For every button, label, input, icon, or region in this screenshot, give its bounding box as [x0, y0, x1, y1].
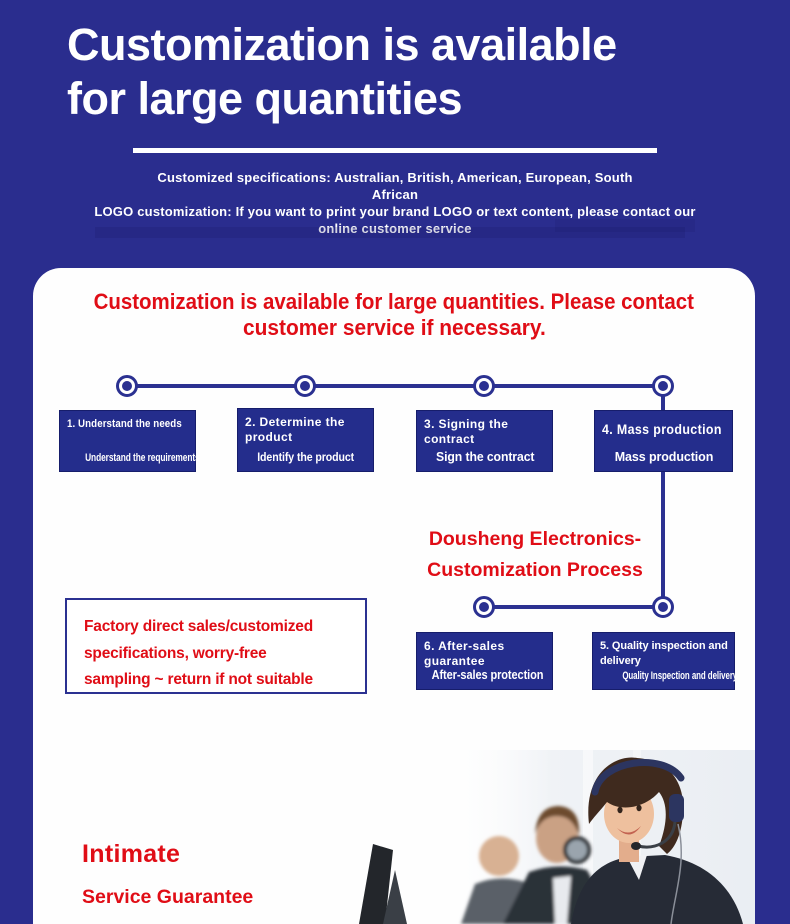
step-title: 3. Signing the contract	[424, 417, 509, 446]
step-title: 6. After-sales guarantee	[424, 639, 505, 668]
hero-divider	[133, 148, 657, 153]
step-box-6	[416, 632, 553, 690]
headset-earpiece	[669, 794, 684, 822]
hero-spec-text	[0, 169, 790, 203]
flow-line-bottom	[484, 605, 663, 609]
step-title: 1. Understand the needs	[67, 418, 182, 430]
step-box-2	[237, 408, 374, 472]
step-subtitle: Identify the product	[257, 452, 355, 464]
step-box-1	[59, 410, 200, 472]
flow-node-6	[473, 596, 495, 618]
process-label	[385, 524, 685, 586]
step-subtitle: Mass production	[614, 450, 714, 464]
headset-mic-tip	[631, 842, 641, 850]
customer-service-photo	[333, 750, 755, 924]
hero-title-line-1: Customization is available	[67, 19, 617, 70]
card-heading-line-2: customer service if necessary.	[242, 315, 546, 340]
step-subtitle: Quality Inspection and delivery	[622, 670, 738, 682]
process-label-line-1: Dousheng Electronics-	[428, 528, 642, 550]
service-title: Intimate	[82, 840, 181, 868]
step-box-4	[594, 410, 733, 472]
service-subtitle: Service Guarantee	[82, 886, 254, 908]
step-subtitle: After-sales protection	[431, 668, 544, 682]
flow-node-5	[652, 596, 674, 618]
hero-title	[67, 18, 767, 126]
promo-text	[84, 614, 365, 694]
step-subtitle: Sign the contract	[435, 450, 535, 464]
hero-title-line-2: for large quantities	[67, 73, 463, 124]
flow-node-3	[473, 375, 495, 397]
promo-line-2: specifications, worry-free	[84, 644, 267, 662]
promo-line-3: sampling ~ return if not suitable	[84, 671, 313, 688]
step-box-5	[592, 632, 738, 690]
hero-logo-text	[0, 203, 790, 237]
step-box-3	[416, 410, 553, 472]
flow-node-1	[116, 375, 138, 397]
step-title: 5. Quality inspection and delivery	[600, 640, 728, 667]
hero-logo-line-1: LOGO customization: If you want to print your brand LOGO or text content, please contact our	[94, 204, 696, 219]
step-title: 2. Determine the product	[245, 415, 345, 444]
content-card	[33, 268, 755, 924]
promo-line-1: Factory direct sales/customized	[84, 618, 313, 635]
hero-spec-line-2: African	[371, 187, 419, 202]
flow-node-4	[652, 375, 674, 397]
hero-logo-line-2: online customer service	[318, 221, 472, 236]
step-title: 4. Mass production	[602, 422, 722, 437]
process-label-line-2: Customization Process	[427, 559, 643, 581]
hero-spec-line-1: Customized specifications: Australian, British, American, European, South	[157, 170, 633, 185]
step-subtitle: Understand the requirements	[85, 452, 200, 464]
card-heading	[33, 289, 755, 341]
flow-line-top	[127, 384, 663, 388]
promo-box	[65, 598, 367, 694]
flow-node-2	[294, 375, 316, 397]
monitor-silhouette	[359, 844, 407, 924]
card-heading-line-1: Customization is available for large quantities. Please contact	[93, 289, 695, 314]
